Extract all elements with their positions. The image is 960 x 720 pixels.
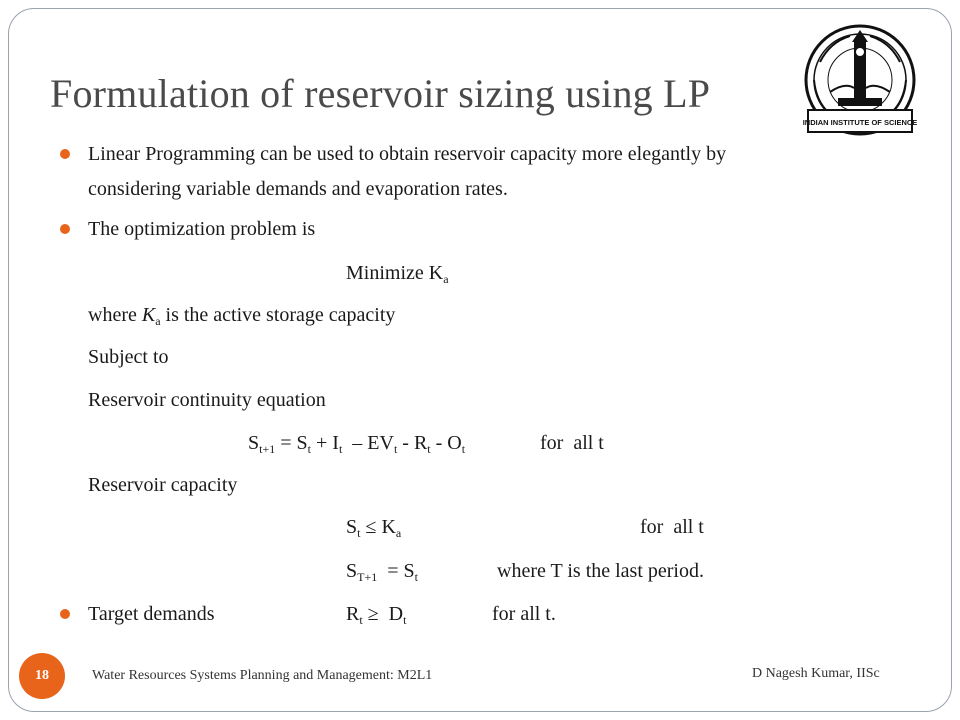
minimize-text: Minimize K (346, 262, 444, 284)
where-suffix: is the active storage capacity (160, 304, 396, 326)
eq-plus-i: + I (310, 432, 339, 454)
eq-minus-ev: – EV (342, 432, 394, 454)
eq-o-sub: t (461, 442, 466, 456)
bullet-1-line-2: considering variable demands and evaporation rates. (88, 178, 508, 200)
continuity-equation (248, 431, 465, 455)
c2-note: where T is the last period. (497, 560, 704, 582)
eq-s: S (248, 432, 260, 454)
c2-s-sub: T+1 (357, 570, 378, 584)
c3-rel: ≥ D (362, 603, 404, 625)
c3-forall: for all t. (492, 603, 556, 625)
bullet-3-label: Target demands (88, 603, 215, 625)
c1-forall: for all t (640, 516, 704, 538)
eq-r-sub: t (427, 442, 431, 456)
c1-rel: ≤ K (360, 516, 396, 538)
where-var: K (141, 304, 156, 326)
eq-minus-o: - O (430, 432, 462, 454)
bullet-2-marker (60, 224, 70, 234)
constraint-demand (346, 602, 406, 626)
bullet-2-text: The optimization problem is (88, 218, 316, 240)
page-number-badge: 18 (19, 653, 65, 699)
eq-i-sub: t (338, 442, 343, 456)
where-line (88, 303, 395, 327)
subject-to: Subject to (88, 346, 169, 368)
eq-equals-s: = S (275, 432, 308, 454)
continuity-label: Reservoir continuity equation (88, 389, 326, 411)
c1-s: S (346, 516, 358, 538)
eq-s-sub: t+1 (259, 442, 276, 456)
eq-s2-sub: t (307, 442, 311, 456)
where-sub: a (155, 314, 161, 328)
footer-course: Water Resources Systems Planning and Management: M2L1 (92, 668, 433, 683)
minimize-line (346, 261, 449, 285)
constraint-capacity (346, 515, 401, 539)
eq-ev-sub: t (393, 442, 398, 456)
c2-s2-sub: t (414, 570, 418, 584)
capacity-label: Reservoir capacity (88, 474, 238, 496)
c3-r-sub: t (359, 613, 363, 627)
where-prefix: where (88, 304, 142, 326)
c2-s: S (346, 560, 358, 582)
c1-k-sub: a (395, 526, 402, 540)
bullet-3-marker (60, 609, 70, 619)
bullet-1-marker (60, 149, 70, 159)
c3-r: R (346, 603, 360, 625)
continuity-forall: for all t (540, 432, 604, 454)
logo-text: INDIAN INSTITUTE OF SCIENCE (802, 118, 918, 127)
bullet-1-line-1: Linear Programming can be used to obtain reservoir capacity more elegantly by (88, 143, 727, 165)
iisc-logo (800, 22, 920, 140)
constraint-terminal (346, 559, 418, 583)
c2-rel: = S (377, 560, 415, 582)
c3-d-sub: t (403, 613, 407, 627)
slide-title: Formulation of reservoir sizing using LP (50, 71, 711, 116)
eq-minus-r: - R (397, 432, 428, 454)
footer-author: D Nagesh Kumar, IISc (752, 666, 880, 681)
c1-s-sub: t (357, 526, 361, 540)
minimize-sub: a (443, 272, 449, 286)
